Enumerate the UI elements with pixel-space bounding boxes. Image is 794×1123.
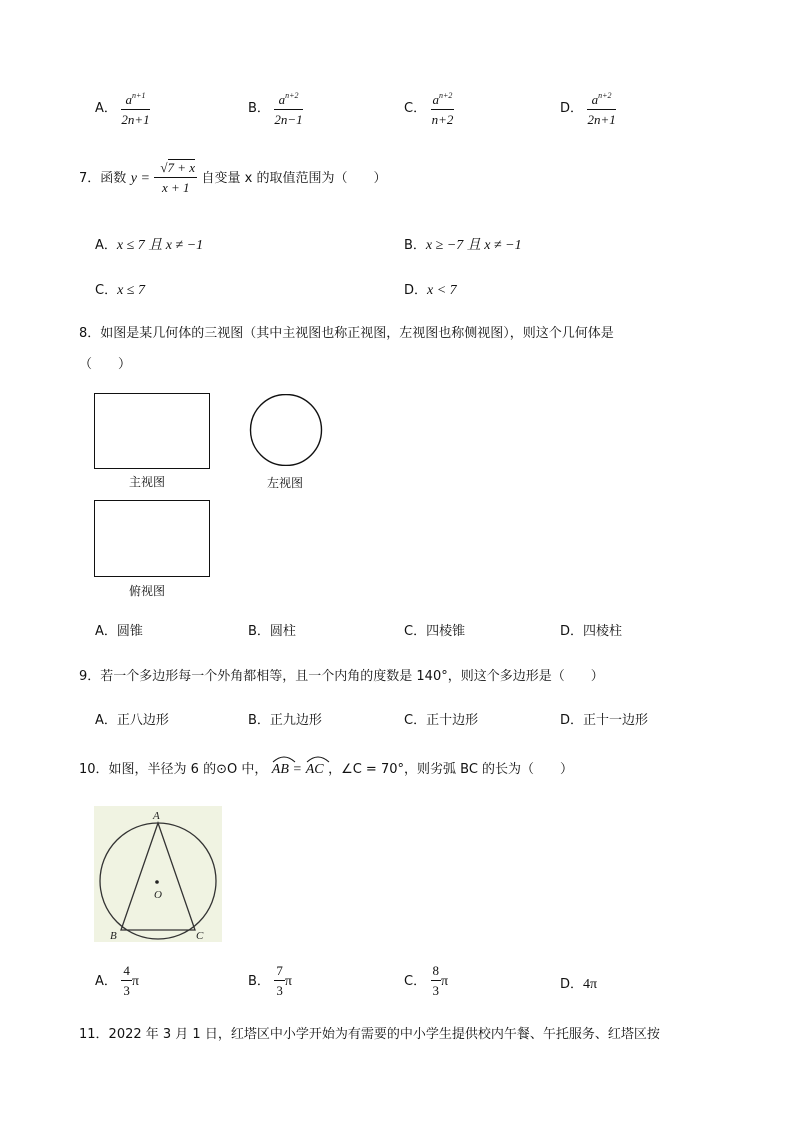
top-view-caption: 俯视图 (129, 584, 166, 598)
label-a: A (153, 810, 160, 822)
circle-triangle-figure (94, 806, 222, 942)
center-point (155, 880, 159, 884)
q9-option-d[interactable]: D．正十一边形 (560, 713, 649, 728)
label-c: C (196, 930, 204, 942)
q8-option-c[interactable]: C．四棱锥 (404, 624, 466, 639)
q6-option-d[interactable]: D． $\frac{a^{n+2}}{2n+1}$ (560, 88, 616, 128)
left-view-circle (247, 394, 325, 466)
q6-option-d-fraction: $\frac{a^{n+2}}{2n+1}$ (587, 88, 615, 128)
q6-option-a[interactable]: A． $\frac{a^{n+1}}{2n+1}$ (95, 88, 150, 128)
q7-stem: 7．函数 y = $\frac{√7 + x}{x + 1}$ 自变量 x 的取值范围为（ ） (79, 160, 387, 195)
q8-answer-blank: （ ） (79, 357, 132, 372)
q7-function-fraction: $\frac{√7 + x}{x + 1}$ (154, 160, 197, 196)
sqrt-symbol: √ (160, 160, 168, 175)
q10-option-d[interactable]: D．4π (560, 977, 598, 992)
q10-option-a-fraction: $\frac{4}{3}$ (123, 963, 130, 998)
q10-option-b-fraction: $\frac{7}{3}$ (276, 963, 283, 998)
q10-stem: 10．如图，半径为 6 的⊙O 中， AB = AC ，∠C = 70°，则劣弧 BC 的长为（ ） (79, 758, 573, 778)
q7-option-b[interactable]: B．x ≥ −7 且 x ≠ −1 (404, 238, 522, 253)
q6-option-b[interactable]: B． $\frac{a^{n+2}}{2n-1}$ (248, 88, 303, 128)
q10-option-b[interactable]: B． $\frac{7}{3}$ π (248, 963, 292, 998)
arc-mark-icon (272, 755, 296, 763)
label-b: B (110, 930, 117, 942)
q10-option-c-fraction: $\frac{8}{3}$ (432, 963, 440, 998)
q6-option-a-fraction: $\frac{a^{n+1}}{2n+1}$ (121, 88, 149, 128)
q9-option-b[interactable]: B．正九边形 (248, 713, 322, 728)
arc-ac: AC (306, 758, 324, 778)
q6-option-c[interactable]: C． $\frac{a^{n+2}}{n+2}$ (404, 88, 454, 128)
label-o: O (154, 889, 162, 901)
q8-stem: 8．如图是某几何体的三视图（其中主视图也称正视图，左视图也称侧视图），则这个几何体是 (79, 326, 614, 341)
q10-option-c[interactable]: C． $\frac{8}{3}$ π (404, 963, 449, 998)
q7-option-a[interactable]: A．x ≤ 7 且 x ≠ −1 (95, 238, 204, 253)
q7-option-d[interactable]: D．x < 7 (404, 283, 457, 298)
arc-mark-icon (306, 755, 330, 763)
left-view-caption: 左视图 (267, 476, 304, 490)
q9-stem: 9．若一个多边形每一个外角都相等，且一个内角的度数是 140°，则这个多边形是（ ） (79, 669, 604, 684)
front-view-caption: 主视图 (129, 475, 166, 489)
q11-stem: 11．2022 年 3 月 1 日，红塔区中小学开始为有需要的中小学生提供校内午餐、午托服务、红塔区按 (79, 1027, 660, 1042)
q7-option-c[interactable]: C．x ≤ 7 (95, 283, 145, 298)
q6-option-b-fraction: $\frac{a^{n+2}}{2n-1}$ (274, 88, 302, 128)
q8-option-d[interactable]: D．四棱柱 (560, 624, 623, 639)
q8-option-b[interactable]: B．圆柱 (248, 624, 296, 639)
figure-background (94, 806, 222, 942)
q6-option-c-fraction: $\frac{a^{n+2}}{n+2}$ (431, 88, 455, 128)
q9-option-c[interactable]: C．正十边形 (404, 713, 479, 728)
q10-option-a[interactable]: A． $\frac{4}{3}$ π (95, 963, 139, 998)
front-view-rectangle (94, 393, 210, 469)
q8-option-a[interactable]: A．圆锥 (95, 624, 143, 639)
arc-ab: AB (272, 758, 289, 778)
top-view-rectangle (94, 500, 210, 577)
q9-option-a[interactable]: A．正八边形 (95, 713, 169, 728)
